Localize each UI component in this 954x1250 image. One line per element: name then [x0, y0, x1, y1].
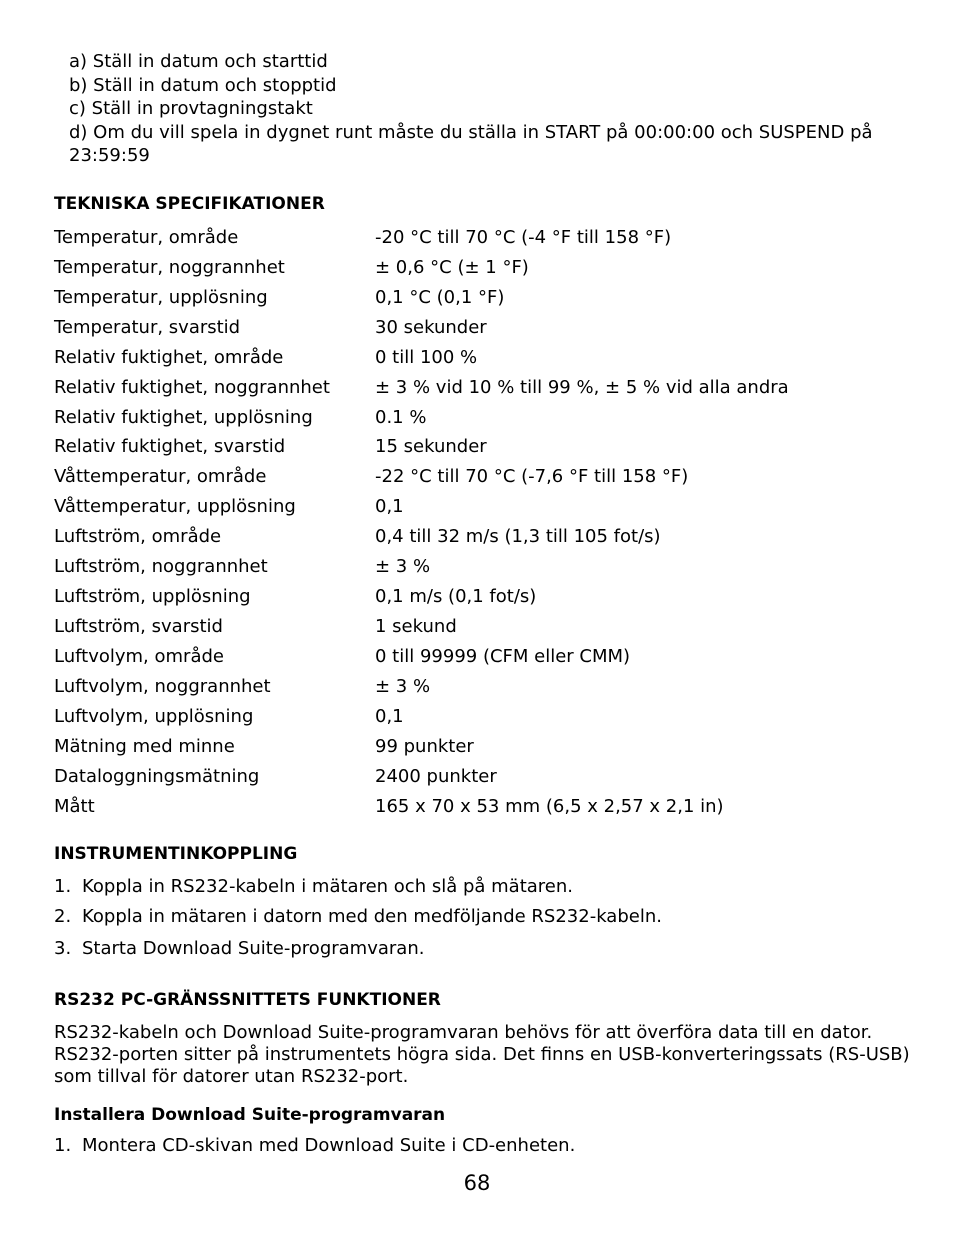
spec-label: Relativ fuktighet, område	[54, 347, 284, 368]
spec-value: ± 3 %	[375, 556, 431, 577]
interface-paragraph-line: RS232-kabeln och Download Suite-programvaran behövs för att överföra data till en dator.	[54, 1022, 873, 1043]
spec-value: ± 3 %	[375, 676, 431, 697]
spec-value: 0,4 till 32 m/s (1,3 till 105 fot/s)	[375, 526, 661, 547]
interface-paragraph-line: som tillval för datorer utan RS232-port.	[54, 1066, 409, 1087]
spec-value: 15 sekunder	[375, 436, 487, 457]
spec-value: 2400 punkter	[375, 766, 497, 787]
spec-value: 30 sekunder	[375, 317, 487, 338]
step-text: Koppla in mätaren i datorn med den medföljande RS232-kabeln.	[82, 906, 662, 927]
step-text: Montera CD-skivan med Download Suite i CD-enheten.	[82, 1135, 576, 1156]
spec-label: Luftvolym, område	[54, 646, 224, 667]
intro-step-c: c) Ställ in provtagningstakt	[69, 98, 313, 119]
interface-heading: RS232 PC-GRÄNSSNITTETS FUNKTIONER	[54, 990, 441, 1010]
spec-label: Luftvolym, noggrannhet	[54, 676, 271, 697]
spec-label: Luftvolym, upplösning	[54, 706, 254, 727]
intro-step-b: b) Ställ in datum och stopptid	[69, 75, 337, 96]
spec-label: Luftström, upplösning	[54, 586, 251, 607]
spec-label: Våttemperatur, upplösning	[54, 496, 296, 517]
spec-label: Relativ fuktighet, upplösning	[54, 407, 313, 428]
spec-value: 1 sekund	[375, 616, 457, 637]
step-text: Starta Download Suite-programvaran.	[82, 938, 425, 959]
install-heading: Installera Download Suite-programvaran	[54, 1105, 446, 1125]
spec-value: 0,1 m/s (0,1 fot/s)	[375, 586, 537, 607]
spec-value: 0,1	[375, 706, 404, 727]
step-text: Koppla in RS232-kabeln i mätaren och slå på mätaren.	[82, 876, 574, 897]
spec-label: Våttemperatur, område	[54, 466, 267, 487]
spec-label: Mätning med minne	[54, 736, 235, 757]
step-number: 1.	[54, 876, 72, 897]
intro-step-d-continued: 23:59:59	[69, 145, 150, 166]
intro-step-d: d) Om du vill spela in dygnet runt måste du ställa in START på 00:00:00 och SUSPEND på	[69, 122, 873, 143]
spec-value: 165 x 70 x 53 mm (6,5 x 2,57 x 2,1 in)	[375, 796, 724, 817]
spec-value: -20 °C till 70 °C (-4 °F till 158 °F)	[375, 227, 672, 248]
connection-heading: INSTRUMENTINKOPPLING	[54, 844, 298, 864]
spec-label: Relativ fuktighet, noggrannhet	[54, 377, 330, 398]
spec-label: Temperatur, område	[54, 227, 239, 248]
specs-heading: TEKNISKA SPECIFIKATIONER	[54, 194, 325, 214]
intro-step-a: a) Ställ in datum och starttid	[69, 51, 328, 72]
spec-value: 0 till 99999 (CFM eller CMM)	[375, 646, 631, 667]
step-number: 1.	[54, 1135, 72, 1156]
page-number: 68	[463, 1171, 491, 1195]
interface-paragraph-line: RS232-porten sitter på instrumentets högra sida. Det finns en USB-konverteringssats (RS-USB)	[54, 1044, 910, 1065]
spec-value: -22 °C till 70 °C (-7,6 °F till 158 °F)	[375, 466, 689, 487]
spec-value: 99 punkter	[375, 736, 474, 757]
step-number: 2.	[54, 906, 72, 927]
spec-value: 0.1 %	[375, 407, 427, 428]
spec-label: Relativ fuktighet, svarstid	[54, 436, 286, 457]
spec-value: ± 0,6 °C (± 1 °F)	[375, 257, 529, 278]
spec-label: Temperatur, svarstid	[54, 317, 241, 338]
spec-value: 0 till 100 %	[375, 347, 478, 368]
spec-label: Dataloggningsmätning	[54, 766, 260, 787]
spec-value: ± 3 % vid 10 % till 99 %, ± 5 % vid alla andra	[375, 377, 789, 398]
spec-label: Temperatur, upplösning	[54, 287, 268, 308]
spec-label: Luftström, område	[54, 526, 222, 547]
spec-label: Luftström, noggrannhet	[54, 556, 268, 577]
spec-label: Mått	[54, 796, 95, 817]
step-number: 3.	[54, 938, 72, 959]
spec-value: 0,1 °C (0,1 °F)	[375, 287, 505, 308]
spec-label: Luftström, svarstid	[54, 616, 223, 637]
spec-value: 0,1	[375, 496, 404, 517]
spec-label: Temperatur, noggrannhet	[54, 257, 285, 278]
